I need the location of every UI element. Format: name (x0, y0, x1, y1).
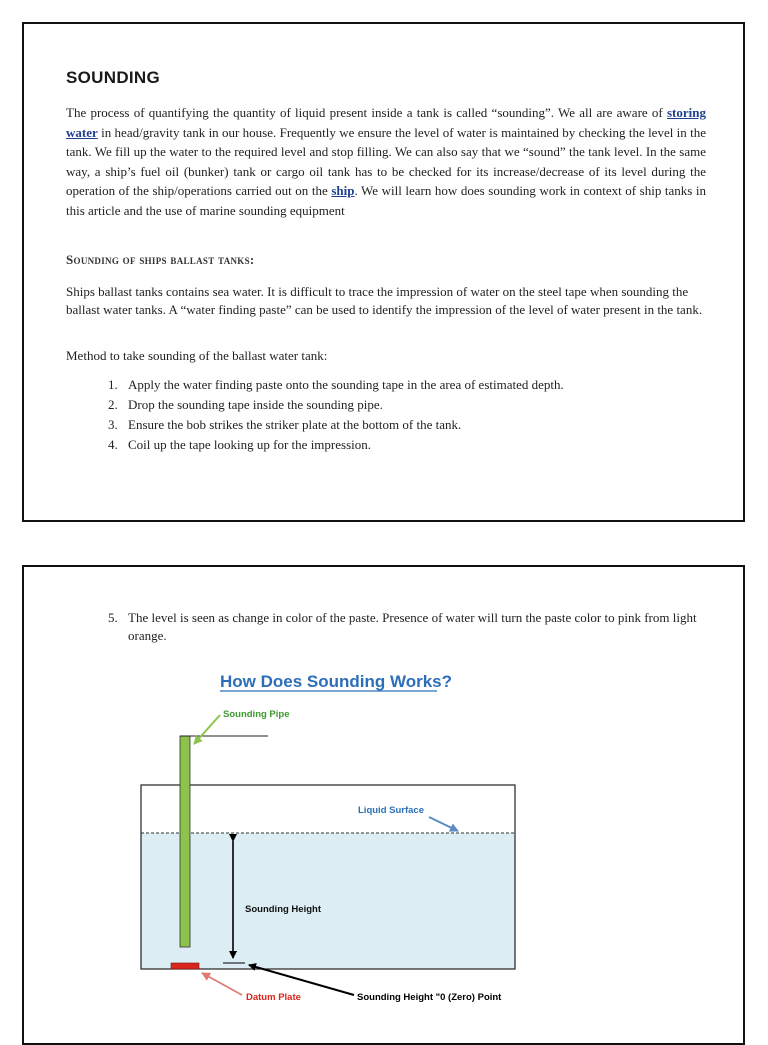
ballast-paragraph: Ships ballast tanks contains sea water. It is difficult to trace the impression of water on the steel tape when sounding the ballast water tanks. A “water finding paste” can be used to identify the impression of the level of water present in the tank. (66, 284, 703, 317)
list-item-text: Coil up the tape looking up for the impression. (128, 437, 371, 452)
ballast-subheading: Sounding of ships ballast tanks: (66, 252, 255, 267)
intro-paragraph (66, 103, 706, 220)
document-page-1 (22, 22, 745, 522)
method-intro: Method to take sounding of the ballast water tank: (66, 348, 328, 363)
method-steps-list (98, 375, 718, 455)
zero-point-label: Sounding Height "0 (Zero) Point (357, 992, 502, 1003)
datum-plate-label: Datum Plate (246, 992, 301, 1003)
sounding-height-label: Sounding Height (245, 904, 321, 915)
list-item-text: Drop the sounding tape inside the sounding pipe. (128, 397, 383, 412)
list-item (98, 435, 718, 455)
liquid-body (141, 833, 515, 969)
list-item-number: 2. (108, 397, 118, 412)
list-item-number: 4. (108, 437, 118, 452)
intro-text-part2: in head/gravity tank in our house. Frequently we ensure the level of water is maintained by checking the level in the tank. We fill up the water to the required level and stop filling. We can also say that we “sound” the tank level. In the same way, a ship’s fuel oil (bunker) tank or cargo oil tank has to be checked for its increase/decrease of its level during the operation of the ship/operations carried out on the (66, 124, 706, 198)
liquid-surface-pointer (429, 817, 458, 831)
page-heading: SOUNDING (66, 68, 161, 87)
sounding-diagram (24, 567, 743, 1043)
liquid-surface-label: Liquid Surface (358, 805, 424, 816)
storing-water-link[interactable]: storing water (66, 105, 706, 140)
diagram-title: How Does Sounding Works? (220, 672, 453, 691)
ship-link[interactable]: ship (331, 183, 355, 198)
sounding-pipe-pointer (194, 715, 220, 744)
intro-text-part1: The process of quantifying the quantity of liquid present inside a tank is called “sounding”. We all are aware of (66, 105, 667, 120)
document-page-2 (22, 565, 745, 1045)
list-item (98, 395, 718, 415)
datum-plate (171, 963, 199, 969)
datum-plate-pointer (202, 973, 242, 995)
list-item-text: Apply the water finding paste onto the sounding tape in the area of estimated depth. (128, 377, 564, 392)
intro-text-part3: . We will learn how does sounding work in context of ship tanks in this article and the use of marine sounding equipment (66, 183, 706, 218)
list-item-number: 1. (108, 377, 118, 392)
sounding-pipe-label: Sounding Pipe (223, 709, 290, 720)
list-item-number: 3. (108, 417, 118, 432)
list-item (98, 415, 718, 435)
list-item-number: 5. (108, 610, 118, 625)
list-item-text: The level is seen as change in color of the paste. Presence of water will turn the paste color to pink from light orange. (128, 610, 697, 643)
list-item (98, 375, 718, 395)
sounding-pipe (180, 736, 190, 947)
list-item-text: Ensure the bob strikes the striker plate at the bottom of the tank. (128, 417, 462, 432)
